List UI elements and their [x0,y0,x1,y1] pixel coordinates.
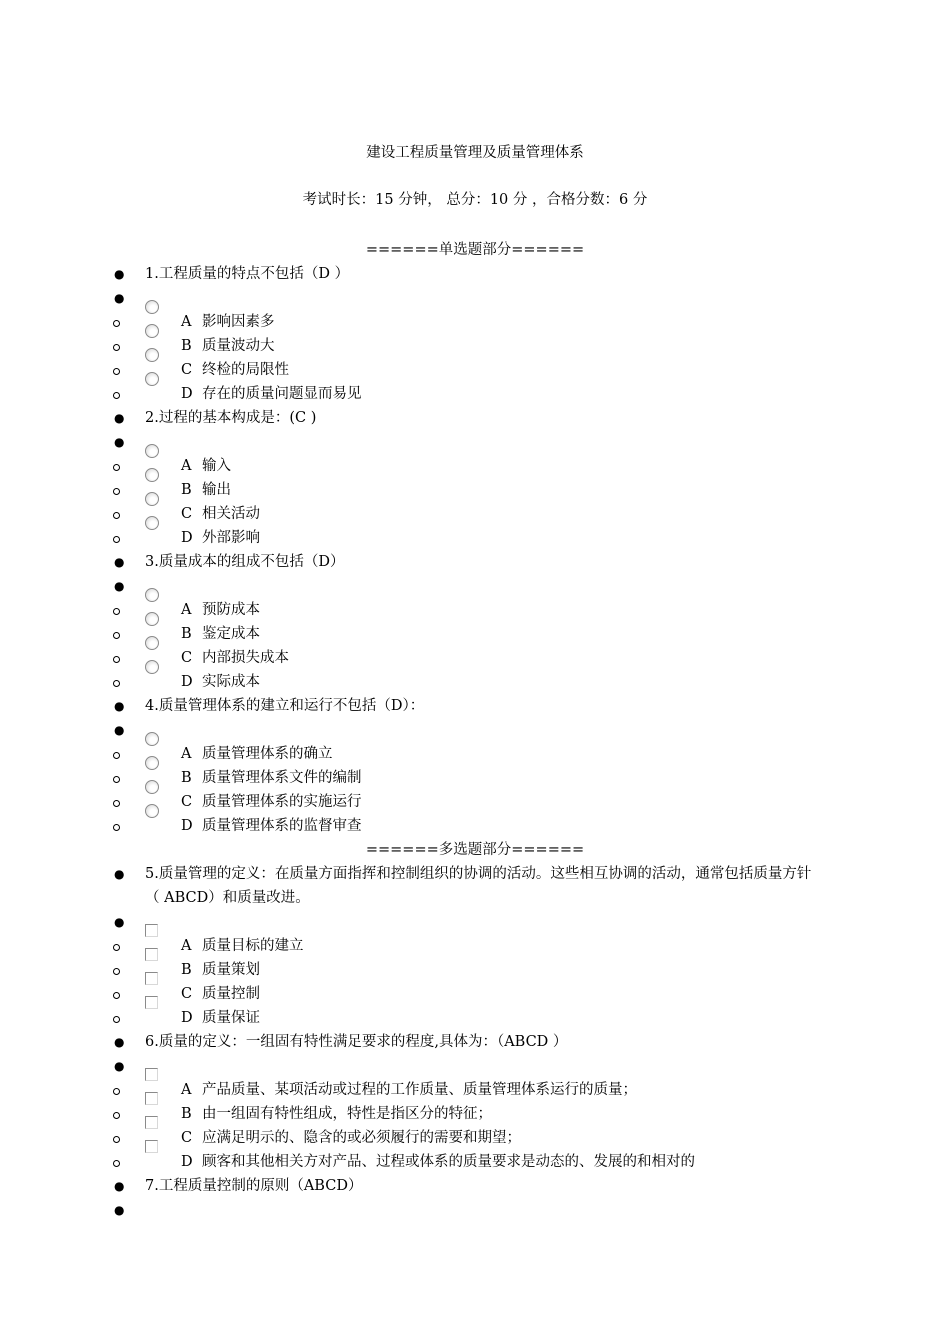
answer-option [0,478,950,502]
answer-list [0,430,950,454]
option-radio[interactable] [145,660,159,674]
circle-bullet-icon [113,320,120,327]
answer-option [0,982,950,1006]
circle-bullet-icon [113,464,120,471]
circle-bullet-icon [113,536,120,543]
answer-option [0,358,950,382]
circle-bullet-icon [113,1016,120,1023]
option-radio[interactable] [145,300,159,314]
circle-bullet-icon [113,632,120,639]
answer-list [0,286,950,310]
circle-bullet-icon [113,968,120,975]
question-text: 7.工程质量控制的原则（ABCD） [145,1178,363,1194]
option-letter: C [181,362,193,378]
option-text: 预防成本 [202,602,260,618]
answer-option [0,454,950,478]
question-text: 2.过程的基本构成是：(C ) [145,410,317,426]
bullet-icon: ● [114,723,125,737]
option-text: 质量管理体系的监督审查 [202,818,362,834]
option-letter: C [181,986,193,1002]
page-title: 建设工程质量管理及质量管理体系 [366,145,584,161]
answer-option [0,742,950,766]
question-item [0,262,950,286]
exam-info: 考试时长：15 分钟， 总分：10 分 ，合格分数：6 分 [302,192,648,208]
bullet-icon: ● [114,267,125,281]
question-item [0,550,950,574]
option-text: 终检的局限性 [202,362,289,378]
option-radio[interactable] [145,444,159,458]
circle-bullet-icon [113,992,120,999]
question-text: 6.质量的定义：一组固有特性满足要求的程度,具体为：（ABCD ） [145,1034,568,1050]
option-letter: B [181,770,192,786]
option-checkbox[interactable] [145,1068,158,1081]
option-text: 质量保证 [202,1010,260,1026]
option-letter: B [181,338,192,354]
option-radio[interactable] [145,372,159,386]
option-radio[interactable] [145,780,159,794]
bullet-icon: ● [114,867,125,881]
option-text: 内部损失成本 [202,650,289,666]
circle-bullet-icon [113,1088,120,1095]
option-text: 输出 [202,482,231,498]
circle-bullet-icon [113,488,120,495]
option-letter: A [181,746,192,762]
option-text: 质量管理体系文件的编制 [202,770,362,786]
option-letter: A [181,458,192,474]
option-letter: C [181,1130,193,1146]
option-checkbox[interactable] [145,1092,158,1105]
question-text: 5.质量管理的定义：在质量方面指挥和控制组织的协调的活动。这些相互协调的活动，通常包括质量方针（ ABCD）和质量改进。 [145,866,812,906]
answer-option [0,382,950,406]
circle-bullet-icon [113,656,120,663]
bullet-icon: ● [114,291,125,305]
circle-bullet-icon [113,1136,120,1143]
option-radio[interactable] [145,588,159,602]
bullet-icon: ● [114,1179,125,1193]
circle-bullet-icon [113,608,120,615]
option-text: 质量控制 [202,986,260,1002]
option-checkbox[interactable] [145,972,158,985]
option-radio[interactable] [145,732,159,746]
option-radio[interactable] [145,348,159,362]
question-item [0,406,950,430]
question-list [0,238,950,1222]
question-item [0,1174,950,1198]
section-header: ======单选题部分====== [365,242,585,258]
option-text: 影响因素多 [202,314,275,330]
option-radio[interactable] [145,324,159,338]
option-text: 产品质量、某项活动或过程的工作质量、质量管理体系运行的质量； [202,1082,637,1098]
option-letter: A [181,602,192,618]
answer-list [0,574,950,598]
answer-option [0,598,950,622]
answer-option [0,646,950,670]
option-letter: D [181,1010,193,1026]
option-checkbox[interactable] [145,924,158,937]
answer-option [0,790,950,814]
circle-bullet-icon [113,680,120,687]
answer-option [0,526,950,550]
option-radio[interactable] [145,492,159,506]
option-text: 存在的质量问题显而易见 [202,386,362,402]
question-text: 4.质量管理体系的建立和运行不包括（D）： [145,698,425,714]
option-letter: C [181,506,193,522]
circle-bullet-icon [113,800,120,807]
option-radio[interactable] [145,636,159,650]
option-radio[interactable] [145,612,159,626]
answer-option [0,310,950,334]
option-letter: C [181,794,193,810]
bullet-icon: ● [114,699,125,713]
answer-option [0,766,950,790]
option-text: 质量波动大 [202,338,275,354]
answer-list [0,1198,950,1222]
option-text: 实际成本 [202,674,260,690]
option-letter: B [181,962,192,978]
bullet-icon: ● [114,1059,125,1073]
circle-bullet-icon [113,752,120,759]
answer-option [0,334,950,358]
option-text: 相关活动 [202,506,260,522]
option-letter: D [181,818,193,834]
answer-option [0,958,950,982]
bullet-icon: ● [114,579,125,593]
question-item [0,1030,950,1054]
option-letter: D [181,530,193,546]
option-text: 质量目标的建立 [202,938,304,954]
option-checkbox[interactable] [145,948,158,961]
question-item [0,694,950,718]
option-checkbox[interactable] [145,1116,158,1129]
option-letter: C [181,650,193,666]
answer-option [0,502,950,526]
option-text: 外部影响 [202,530,260,546]
option-letter: B [181,626,192,642]
option-letter: A [181,1082,192,1098]
option-text: 质量策划 [202,962,260,978]
option-checkbox[interactable] [145,1140,158,1153]
circle-bullet-icon [113,1112,120,1119]
option-letter: B [181,1106,192,1122]
answer-list [0,1054,950,1078]
option-text: 质量管理体系的确立 [202,746,333,762]
answer-option [0,1150,950,1174]
circle-bullet-icon [113,944,120,951]
option-letter: D [181,674,193,690]
circle-bullet-icon [113,512,120,519]
bullet-icon: ● [114,435,125,449]
option-text: 顾客和其他相关方对产品、过程或体系的质量要求是动态的、发展的和相对的 [202,1154,695,1170]
answer-option [0,622,950,646]
option-letter: D [181,386,193,402]
bullet-icon: ● [114,1203,125,1217]
answer-option [0,1126,950,1150]
answer-option [0,1006,950,1030]
option-radio[interactable] [145,804,159,818]
bullet-icon: ● [114,411,125,425]
option-checkbox[interactable] [145,996,158,1009]
section-header: ======多选题部分====== [365,842,585,858]
option-letter: A [181,314,192,330]
option-text: 质量管理体系的实施运行 [202,794,362,810]
option-letter: A [181,938,192,954]
circle-bullet-icon [113,392,120,399]
option-text: 由一组固有特性组成，特性是指区分的特征； [202,1106,492,1122]
circle-bullet-icon [113,368,120,375]
question-text: 3.质量成本的组成不包括（D） [145,554,345,570]
circle-bullet-icon [113,776,120,783]
bullet-icon: ● [114,915,125,929]
question-item [0,862,950,910]
answer-list [0,910,950,934]
answer-option [0,814,950,838]
option-radio[interactable] [145,756,159,770]
answer-list [0,718,950,742]
option-letter: B [181,482,192,498]
circle-bullet-icon [113,1160,120,1167]
bullet-icon: ● [114,1035,125,1049]
answer-option [0,670,950,694]
answer-option [0,1102,950,1126]
question-text: 1.工程质量的特点不包括（D ） [145,266,350,282]
circle-bullet-icon [113,344,120,351]
option-text: 输入 [202,458,231,474]
bullet-icon: ● [114,555,125,569]
option-text: 鉴定成本 [202,626,260,642]
option-letter: D [181,1154,193,1170]
option-radio[interactable] [145,516,159,530]
answer-option [0,1078,950,1102]
option-text: 应满足明示的、隐含的或必须履行的需要和期望； [202,1130,521,1146]
circle-bullet-icon [113,824,120,831]
option-radio[interactable] [145,468,159,482]
answer-option [0,934,950,958]
